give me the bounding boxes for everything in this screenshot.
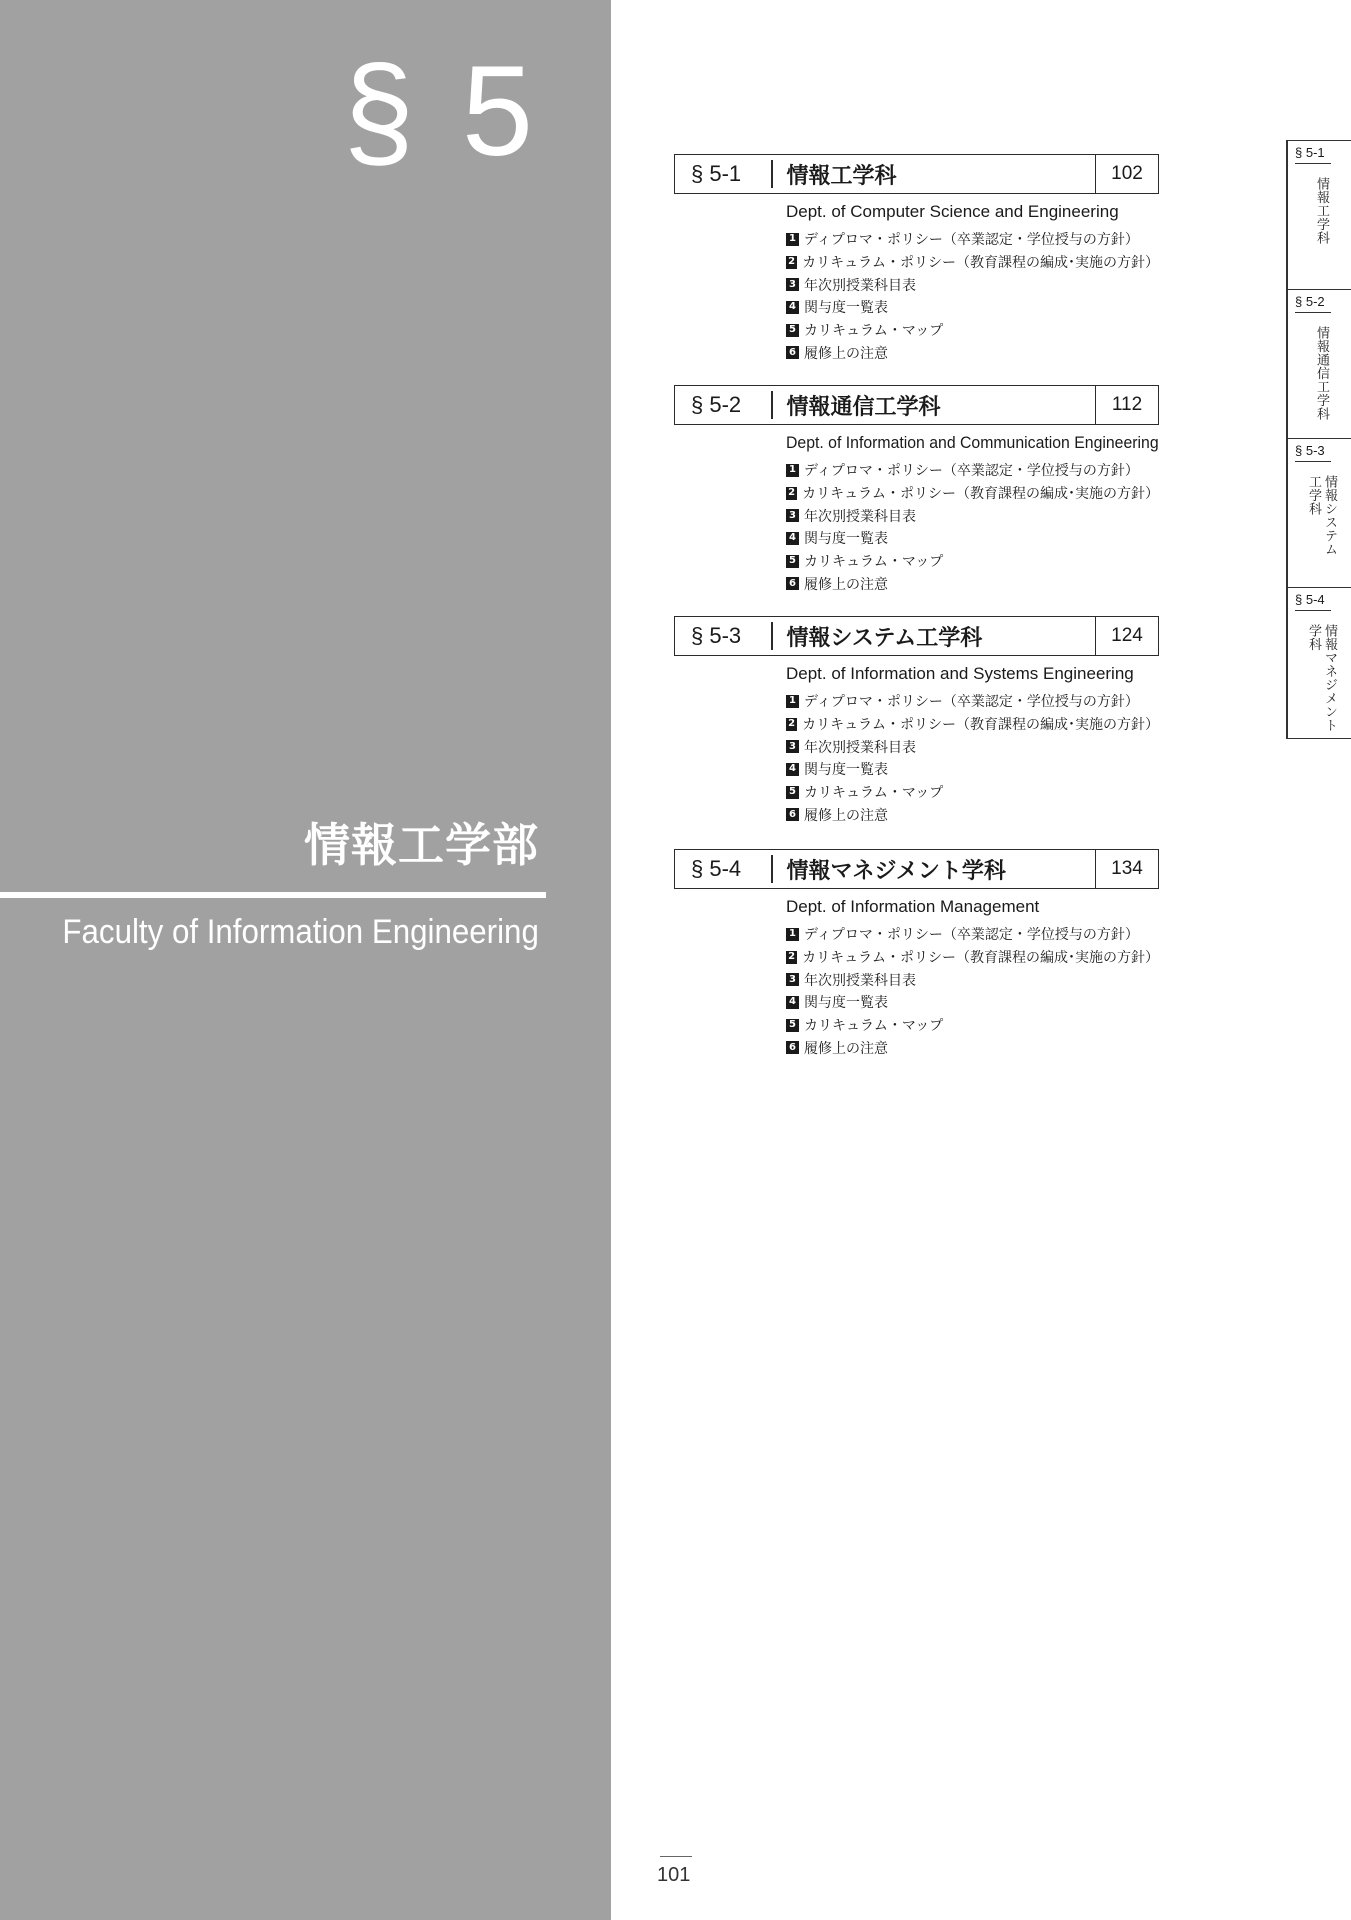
item-number-badge: 3 — [786, 509, 799, 522]
item-number-badge: 5 — [786, 786, 799, 799]
list-item[interactable] — [786, 319, 1159, 342]
item-number-badge: 5 — [786, 324, 799, 337]
faculty-title-jp: 情報工学部 — [304, 818, 539, 872]
item-number-badge: 5 — [786, 555, 799, 568]
entry-page-number: 112 — [1095, 386, 1158, 424]
item-label: 履修上の注意 — [804, 807, 888, 824]
item-label: ディプロマ・ポリシー（卒業認定・学位授与の方針） — [804, 463, 1139, 480]
entry-title-en: Dept. of Computer Science and Engineering — [786, 202, 1119, 221]
list-item[interactable] — [786, 690, 1159, 713]
item-number-badge: 6 — [786, 1041, 799, 1054]
item-label: 年次別授業科目表 — [804, 972, 916, 989]
entry-title-jp: 情報通信工学科 — [786, 394, 941, 420]
side-index-tabs — [1286, 140, 1351, 739]
item-label: カリキュラム・マップ — [804, 554, 944, 571]
list-item[interactable] — [786, 991, 1159, 1014]
item-label: ディプロマ・ポリシー（卒業認定・学位授与の方針） — [804, 232, 1139, 249]
item-label: カリキュラム・マップ — [804, 1018, 944, 1035]
entry-page-number: 134 — [1095, 850, 1158, 888]
item-number-badge: 2 — [786, 256, 797, 269]
entry-title-en: Dept. of Information and Communication Engineering — [786, 433, 1159, 452]
entry-title-en: Dept. of Information Management — [786, 897, 1040, 916]
item-label: 関与度一覧表 — [804, 531, 888, 548]
item-label: 関与度一覧表 — [804, 300, 888, 317]
item-number-badge: 6 — [786, 577, 799, 590]
item-label: カリキュラム・ポリシー（教育課程の編成･実施の方針） — [802, 950, 1159, 967]
tab-code: § 5-3 — [1295, 443, 1325, 458]
entry-title-en: Dept. of Information and Systems Engineering — [786, 664, 1134, 683]
list-item[interactable] — [786, 968, 1159, 991]
item-label: 履修上の注意 — [804, 1040, 888, 1057]
item-label: ディプロマ・ポリシー（卒業認定・学位授与の方針） — [804, 694, 1139, 711]
item-number-badge: 1 — [786, 464, 799, 477]
item-number-badge: 3 — [786, 278, 799, 291]
tab-code: § 5-2 — [1295, 294, 1325, 309]
list-item[interactable] — [786, 341, 1159, 364]
entry-section-code: § 5-2 — [691, 392, 742, 417]
item-label: 履修上の注意 — [804, 345, 888, 362]
index-tab-5-4[interactable] — [1286, 587, 1351, 739]
entry-title-jp: 情報システム工学科 — [786, 625, 983, 651]
item-number-badge: 2 — [786, 951, 797, 964]
entry-section-code: § 5-4 — [691, 856, 742, 881]
toc-entry-5-2 — [674, 385, 1159, 595]
tab-label: 情報工学科 — [1314, 177, 1329, 245]
item-label: カリキュラム・ポリシー（教育課程の編成･実施の方針） — [802, 717, 1159, 734]
item-number-badge: 1 — [786, 928, 799, 941]
entry-page-number: 124 — [1095, 617, 1158, 655]
entry-title-jp: 情報工学科 — [786, 163, 897, 189]
index-tab-5-3[interactable] — [1286, 438, 1351, 587]
list-item[interactable] — [786, 482, 1159, 505]
list-item[interactable] — [786, 946, 1159, 969]
item-label: カリキュラム・ポリシー（教育課程の編成･実施の方針） — [802, 255, 1159, 272]
tab-code: § 5-1 — [1295, 145, 1325, 160]
item-number-badge: 6 — [786, 346, 799, 359]
item-label: 年次別授業科目表 — [804, 739, 916, 756]
entry-item-list — [786, 459, 1159, 595]
item-label: カリキュラム・マップ — [804, 323, 944, 340]
index-tab-5-1[interactable] — [1286, 140, 1351, 289]
tab-code-underline — [1295, 610, 1331, 611]
item-label: カリキュラム・マップ — [804, 785, 944, 802]
item-number-badge: 4 — [786, 763, 799, 776]
toc-entry-5-4 — [674, 849, 1159, 1059]
list-item[interactable] — [786, 803, 1159, 826]
item-number-badge: 2 — [786, 487, 797, 500]
faculty-title-en: Faculty of Information Engineering — [62, 913, 539, 951]
list-item[interactable] — [786, 550, 1159, 573]
list-item[interactable] — [786, 758, 1159, 781]
list-item[interactable] — [786, 923, 1159, 946]
item-label: ディプロマ・ポリシー（卒業認定・学位授与の方針） — [804, 927, 1139, 944]
item-number-badge: 5 — [786, 1019, 799, 1032]
list-item[interactable] — [786, 251, 1159, 274]
item-label: 年次別授業科目表 — [804, 277, 916, 294]
item-number-badge: 4 — [786, 532, 799, 545]
tab-edge-line — [1286, 141, 1288, 289]
tab-edge-line — [1286, 439, 1288, 587]
list-item[interactable] — [786, 735, 1159, 758]
list-item[interactable] — [786, 296, 1159, 319]
entry-page-number: 102 — [1095, 155, 1158, 193]
item-number-badge: 4 — [786, 996, 799, 1009]
item-number-badge: 2 — [786, 718, 797, 731]
tab-code-underline — [1295, 163, 1331, 164]
item-label: 年次別授業科目表 — [804, 508, 916, 525]
item-number-badge: 1 — [786, 233, 799, 246]
item-label: 関与度一覧表 — [804, 995, 888, 1012]
section-cover-panel — [0, 0, 611, 1920]
item-label: 履修上の注意 — [804, 576, 888, 593]
entry-section-code: § 5-1 — [691, 161, 742, 186]
list-item[interactable] — [786, 228, 1159, 251]
section-number: § 5 — [343, 40, 539, 183]
tab-code: § 5-4 — [1295, 592, 1325, 607]
item-label: カリキュラム・ポリシー（教育課程の編成･実施の方針） — [802, 486, 1159, 503]
entry-header[interactable] — [674, 154, 1159, 194]
entry-item-list — [786, 923, 1159, 1059]
list-item[interactable] — [786, 713, 1159, 736]
toc-entry-5-1 — [674, 154, 1159, 364]
list-item[interactable] — [786, 781, 1159, 804]
page-number: 101 — [657, 1864, 691, 1886]
tab-edge-line — [1286, 588, 1288, 738]
list-item[interactable] — [786, 459, 1159, 482]
tab-edge-line — [1286, 290, 1288, 438]
entry-header[interactable] — [674, 385, 1159, 425]
list-item[interactable] — [786, 527, 1159, 550]
item-number-badge: 1 — [786, 695, 799, 708]
faculty-divider — [0, 892, 546, 898]
entry-item-list — [786, 690, 1159, 826]
toc-entry-5-3 — [674, 616, 1159, 826]
list-item[interactable] — [786, 1036, 1159, 1059]
item-number-badge: 6 — [786, 808, 799, 821]
list-item[interactable] — [786, 1014, 1159, 1037]
entry-header[interactable] — [674, 616, 1159, 656]
entry-header[interactable] — [674, 849, 1159, 889]
tab-label: 情報通信工学科 — [1314, 326, 1329, 421]
index-tab-5-2[interactable] — [1286, 289, 1351, 438]
item-number-badge: 4 — [786, 301, 799, 314]
entry-title-jp: 情報マネジメント学科 — [786, 858, 1006, 884]
tab-label: 情報マネジメント学科 — [1306, 624, 1337, 732]
tab-code-underline — [1295, 312, 1331, 313]
list-item[interactable] — [786, 504, 1159, 527]
tab-code-underline — [1295, 461, 1331, 462]
item-label: 関与度一覧表 — [804, 762, 888, 779]
list-item[interactable] — [786, 572, 1159, 595]
tab-label: 情報システム工学科 — [1306, 475, 1337, 556]
list-item[interactable] — [786, 273, 1159, 296]
item-number-badge: 3 — [786, 973, 799, 986]
item-number-badge: 3 — [786, 740, 799, 753]
entry-section-code: § 5-3 — [691, 623, 742, 648]
entry-item-list — [786, 228, 1159, 364]
footer-divider — [660, 1856, 692, 1857]
